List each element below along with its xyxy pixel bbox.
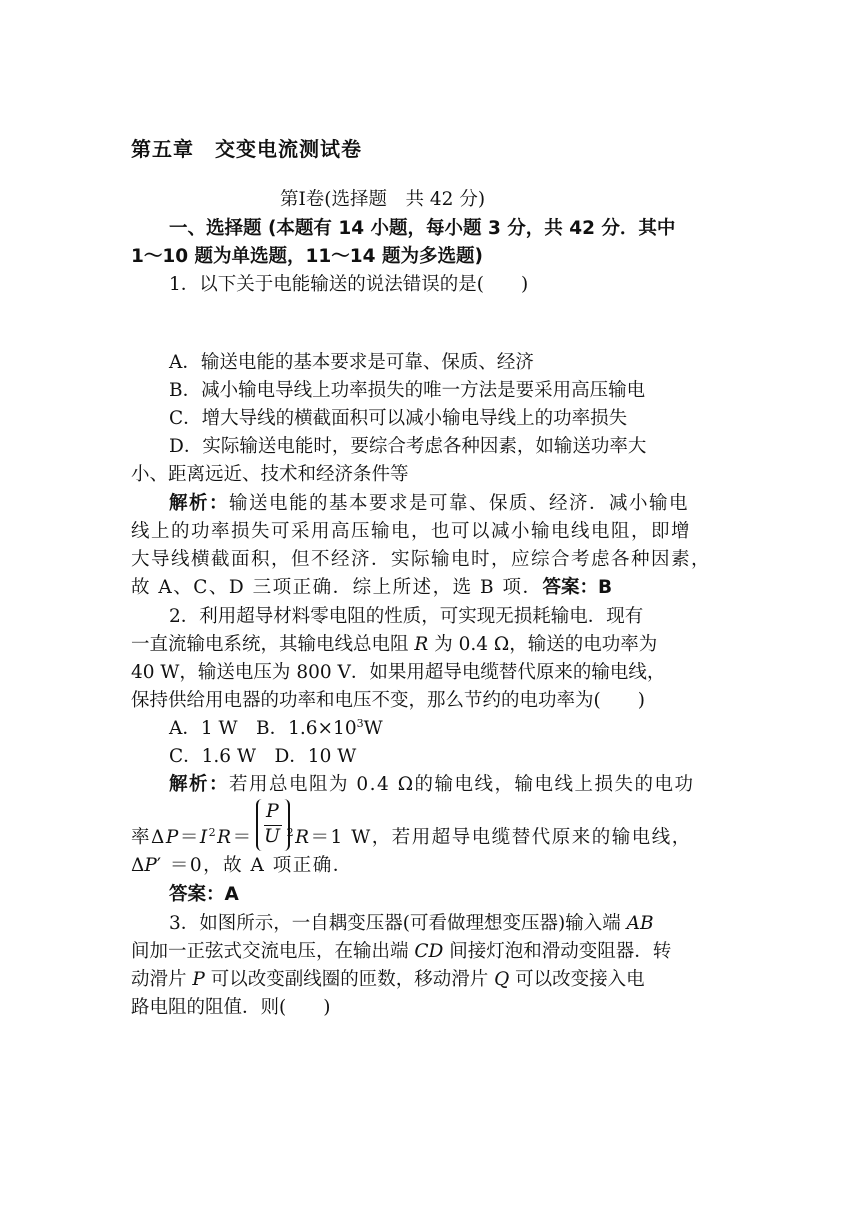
q2-answer: 答案：A [169, 884, 239, 905]
q1-explanation-text-4: 故 A、C、D 三项正确．综上所述，选 B 项． [131, 577, 543, 598]
var-R-eq-2: R [295, 827, 311, 848]
var-Q-slider: Q [494, 969, 510, 990]
q3-stem-line-3 [131, 966, 731, 994]
q3-stem-line-1 [169, 910, 769, 938]
q3-stem-line-4: 路电阻的阻值．则( ) [131, 997, 331, 1018]
q2-explanation-line-3 [131, 852, 731, 880]
q2-stem-line-2-text-a: 一直流输电系统，其输电线总电阻 [131, 634, 415, 655]
q1-answer: 答案：B [542, 577, 613, 598]
q1-explanation-line-4 [131, 574, 731, 602]
var-R: R [414, 634, 429, 655]
fraction-numerator: P [266, 800, 279, 822]
q2-stem-line-2-text-b: 为 0.4 Ω，输送的电功率为 [428, 634, 658, 655]
fraction-denominator: U [264, 825, 281, 847]
var-AB: AB [626, 913, 654, 934]
q2-stem-line-4: 保持供给用电器的功率和电压不变，那么节约的电功率为( ) [131, 690, 645, 711]
chapter-title: 第五章 交变电流测试卷 [131, 137, 362, 161]
delta-result: ′ ＝0，故 A 项正确． [156, 855, 353, 876]
instructions-line-2: 1～10 题为单选题，11～14 题为多选题) [131, 246, 483, 267]
q1-option-d-line-1: D．实际输送电能时，要综合考虑各种因素，如输送功率大 [169, 436, 647, 457]
q2-options-ab-text: A．1 W B．1.6×10 [169, 718, 357, 739]
var-R-eq: R [217, 827, 233, 848]
var-I: I [199, 827, 209, 848]
q2-stem-line-1: 2．利用超导材料零电阻的性质，可实现无损耗输电．现有 [169, 606, 644, 627]
q1-explanation-label: 解析： [169, 493, 230, 514]
exp-2: 2 [208, 825, 218, 839]
var-P-slider: P [192, 969, 205, 990]
q2-options-a-b [169, 715, 769, 743]
var-P: P [165, 827, 180, 848]
q1-explanation-line-2: 线上的功率损失可采用高压输电，也可以减小输电线电阻，即增 [131, 521, 692, 542]
eq-sign-2: ＝ [232, 827, 253, 848]
delta-prefix: Δ [131, 855, 145, 876]
q1-stem: 1．以下关于电能输送的说法错误的是( ) [169, 274, 529, 295]
q1-option-a: A．输送电能的基本要求是可靠、保质、经济 [169, 352, 534, 373]
var-CD: CD [414, 941, 444, 962]
q3-line-3-text-c: 可以改变接入电 [509, 969, 645, 990]
q1-explanation-line-1 [169, 490, 769, 518]
q2-options-ab-unit: W [363, 718, 383, 739]
q1-option-c: C．增大导线的横截面积可以减小输电导线上的功率损失 [169, 408, 628, 429]
exp-2-b: 2 [286, 825, 296, 839]
q1-explanation-line-3: 大导线横截面积，但不经济．实际输电时，应综合考虑各种因素， [131, 549, 712, 570]
q2-options-c-d: C．1.6 W D．10 W [169, 746, 357, 767]
q1-option-d-line-2: 小、距离远近、技术和经济条件等 [131, 464, 409, 485]
q3-stem-line-2 [131, 938, 731, 966]
q3-line-2-text-b: 间接灯泡和滑动变阻器．转 [443, 941, 672, 962]
q2-stem-line-3: 40 W，输送电压为 800 V．如果用超导电缆替代原来的输电线， [131, 662, 666, 683]
q3-line-3-text-a: 动滑片 [131, 969, 193, 990]
q3-line-3-text-b: 可以改变副线圈的匝数，移动滑片 [204, 969, 495, 990]
q2-explanation-text-1: 若用总电阻为 0.4 Ω的输电线，输电线上损失的电功 [229, 774, 695, 795]
section-header: 第Ⅰ卷(选择题 共 42 分) [280, 189, 486, 210]
eq-prefix: 率Δ [131, 827, 166, 848]
q1-option-b: B．减小输电导线上功率损失的唯一方法是要采用高压输电 [169, 380, 646, 401]
q2-explanation-label: 解析： [169, 774, 230, 795]
q3-line-1-text: 3．如图所示，一自耦变压器(可看做理想变压器)输入端 [169, 913, 627, 934]
q2-explanation-line-1 [169, 771, 769, 799]
q2-explanation-line-2 [131, 824, 731, 852]
eq-sign: ＝ [179, 827, 200, 848]
q1-explanation-text-1: 输送电能的基本要求是可靠、保质、经济．减小输电 [229, 493, 690, 514]
q3-line-2-text-a: 间加一正弦式交流电压，在输出端 [131, 941, 415, 962]
q2-options-ab-exponent: 3 [356, 716, 364, 730]
var-P-prime: P [144, 855, 157, 876]
q2-stem-line-2 [131, 631, 731, 659]
instructions-line-1: 一、选择题 (本题有 14 小题，每小题 3 分，共 42 分．其中 [169, 218, 676, 239]
eq-result: ＝1 W，若用超导电缆替代原来的输电线， [310, 827, 692, 848]
